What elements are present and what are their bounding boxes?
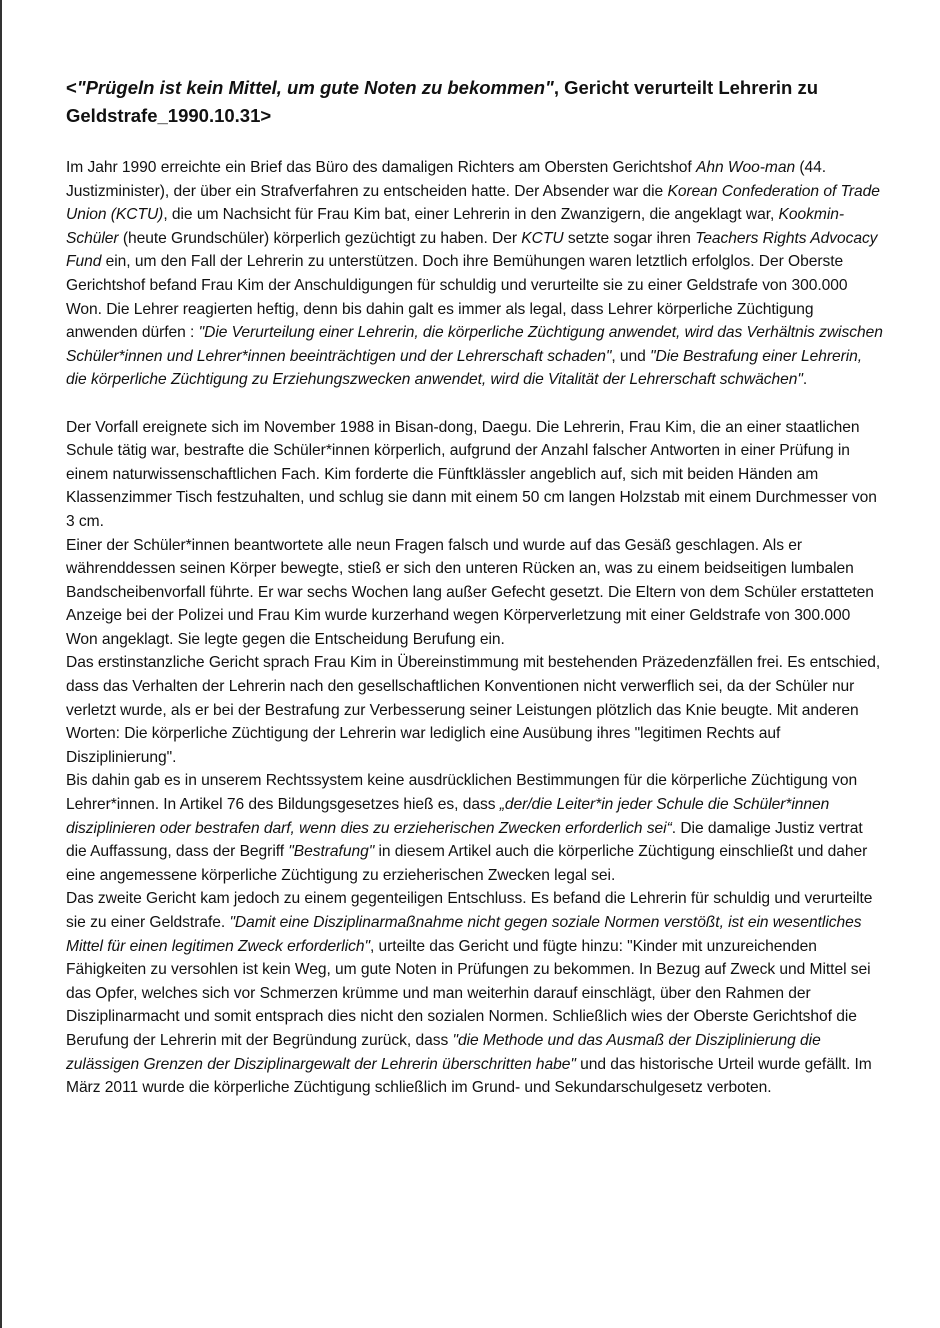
text-segment: Das erstinstanzliche Gericht sprach Frau Kim in Übereinstimmung mit bestehenden Präzedenzfällen frei. Es entschied, dass das Verhalten der Lehrerin nach den gesellschaftlichen Konventionen nicht verwerflich sei, da der Schüler nur verletzt wurde, als er bei der Bestrafung zur Verbesserung seiner Leistungen plötzlich das Knie beugte. Mit anderen Worten: Die körperliche Züchtigung der Lehrerin war lediglich eine Ausübung ihres "legitimen Rechts auf Disziplinierung". (66, 654, 881, 766)
text-segment: . Die damalige Justiz vertrat die Auffassung, dass der Begriff (66, 819, 863, 861)
italic-text-segment: "Die Bestrafung einer Lehrerin, die körperliche Züchtigung zu Erziehungszwecken anwendet, wird die Vitalität der Lehrerschaft schwächen" (66, 347, 863, 389)
text-segment: in diesem Artikel auch die körperliche Züchtigung einschließt und daher eine angemessene körperliche Züchtigung zu erzieherischen Zwecken legal sei. (66, 843, 868, 884)
document-content (66, 74, 884, 1100)
text-segment: (44. Justizminister), der über ein Strafverfahren zu entscheiden hatte. Der Absender war die (66, 159, 827, 200)
italic-text-segment: „der/die Leiter*in jeder Schule die Schüler*innen disziplinieren oder bestrafen darf, wenn dies zu erzieherischen Zwecken erforderlich sei“ (66, 796, 830, 837)
italic-text-segment: "die Methode und das Ausmaß der Disziplinierung die zulässigen Grenzen der Disziplinargewalt der Lehrerin überschritten habe" (66, 1031, 821, 1073)
text-segment: Der Vorfall ereignete sich im November 1988 in Bisan-dong, Daegu. Die Lehrerin, Frau Kim, die an einer staatlichen Schule tätig war, bestrafte die Schüler*innen körperlich, aufgrund der Anzahl falscher Antworten in einer Prüfung in einem naturwissenschaftlichen Fach. Kim forderte die Fünftklässler angeblich auf, sich mit beiden Händen am Klassenzimmer Tisch festzuhalten, und schlug sie dann mit einem 50 cm langen Holzstab mit einem Durchmesser von 3 cm. (66, 418, 877, 530)
text-segment: Bis dahin gab es in unserem Rechtssystem keine ausdrücklichen Bestimmungen für die körperliche Züchtigung von Lehrer*innen. In Artikel 76 des Bildungsgesetzes hieß es, dass (66, 772, 858, 814)
italic-text-segment: "Bestrafung" (288, 843, 375, 861)
text-segment: , und (611, 347, 651, 365)
italic-text-segment: Kookmin-Schüler (66, 206, 845, 247)
text-segment: Einer der Schüler*innen beantwortete alle neun Fragen falsch und wurde auf das Gesäß geschlagen. Als er währenddessen seinen Körper bewegte, stieß er sich den unteren Rücken an, was zu einem beidseitigen lumbalen Bandscheibenvorfall führte. Er war sechs Wochen lang außer Gefecht gesetzt. Die Eltern von dem Schüler erstatteten Anzeige bei der Polizei und Frau Kim wurde kurzerhand wegen Körperverletzung mit einer Geldstrafe von 300.000 Won angeklagt. Sie legte gegen die Entscheidung Berufung ein. (66, 536, 874, 648)
title-quote: "Prügeln ist kein Mittel, um gute Noten zu bekommen" (76, 77, 554, 98)
italic-text-segment: Teachers Rights Advocacy Fund (66, 229, 878, 271)
paragraph-gap (66, 392, 884, 416)
italic-text-segment: Ahn Woo-man (696, 159, 796, 176)
paragraph-4 (66, 651, 884, 769)
paragraph-5 (66, 769, 884, 887)
title-prefix: < (66, 77, 77, 98)
italic-text-segment: KCTU (521, 229, 564, 247)
text-segment: ein, um den Fall der Lehrerin zu unterstützen. Doch ihre Bemühungen waren letztlich erfolglos. Der Oberste Gerichtshof befand Frau Kim der Anschuldigungen für schuldig und verurteilte sie zu einer Geldstrafe von 300.000 Won. Die Lehrer reagierten heftig, denn bis dahin galt es immer als legal, dass Lehrer körperliche Züchtigung anwenden dürfen : (66, 253, 848, 342)
text-segment: Das zweite Gericht kam jedoch zu einem gegenteiligen Entschluss. Es befand die Lehrerin für schuldig und verurteilte sie zu einer Geldstrafe. (66, 890, 873, 931)
italic-text-segment: "Damit eine Disziplinarmaßnahme nicht gegen soziale Normen verstößt, ist ein wesentliches Mittel für einen legitimen Zweck erforderlich" (66, 914, 862, 955)
italic-text-segment: "Die Verurteilung einer Lehrerin, die körperliche Züchtigung anwendet, wird das Verhältnis zwischen Schüler*innen und Lehrer*innen beeinträchtigen und der Lehrerschaft schaden" (66, 324, 883, 365)
title-rest: , Gericht verurteilt Lehrerin zu Geldstrafe_1990.10.31> (66, 77, 819, 126)
text-segment: , die um Nachsicht für Frau Kim bat, einer Lehrerin in den Zwanzigern, die angeklagt war, (163, 206, 779, 224)
text-segment: Im Jahr 1990 erreichte ein Brief das Büro des damaligen Richters am Obersten Gerichtshof (66, 159, 696, 176)
paragraph-6 (66, 887, 884, 1099)
paragraph-1 (66, 156, 884, 392)
document-title (66, 74, 884, 130)
italic-text-segment: Korean Confederation of Trade Union (KCTU) (66, 182, 880, 224)
text-segment: (heute Grundschüler) körperlich gezüchtigt zu haben. Der (118, 229, 522, 247)
paragraph-3 (66, 534, 884, 652)
text-segment: . (802, 371, 808, 389)
text-segment: und das historische Urteil wurde gefällt. Im März 2011 wurde die körperliche Züchtigung schließlich im Grund- und Sekundarschulgesetz verboten. (66, 1055, 872, 1097)
text-segment: setzte sogar ihren (563, 229, 696, 247)
text-segment: , urteilte das Gericht und fügte hinzu: "Kinder mit unzureichenden Fähigkeiten zu versohlen ist kein Weg, um gute Noten in Prüfungen zu bekommen. In Bezug auf Zweck und Mittel sei das Opfer, welches sich vor Schmerzen krümme und man weiterhin darauf einschlägt, über den Rahmen der Disziplinarmacht und somit entsprach dies nicht den sozialen Normen. Schließlich wies der Oberste Gerichtshof die Berufung der Lehrerin mit der Begründung zurück, dass (66, 937, 871, 1049)
paragraph-2 (66, 416, 884, 534)
